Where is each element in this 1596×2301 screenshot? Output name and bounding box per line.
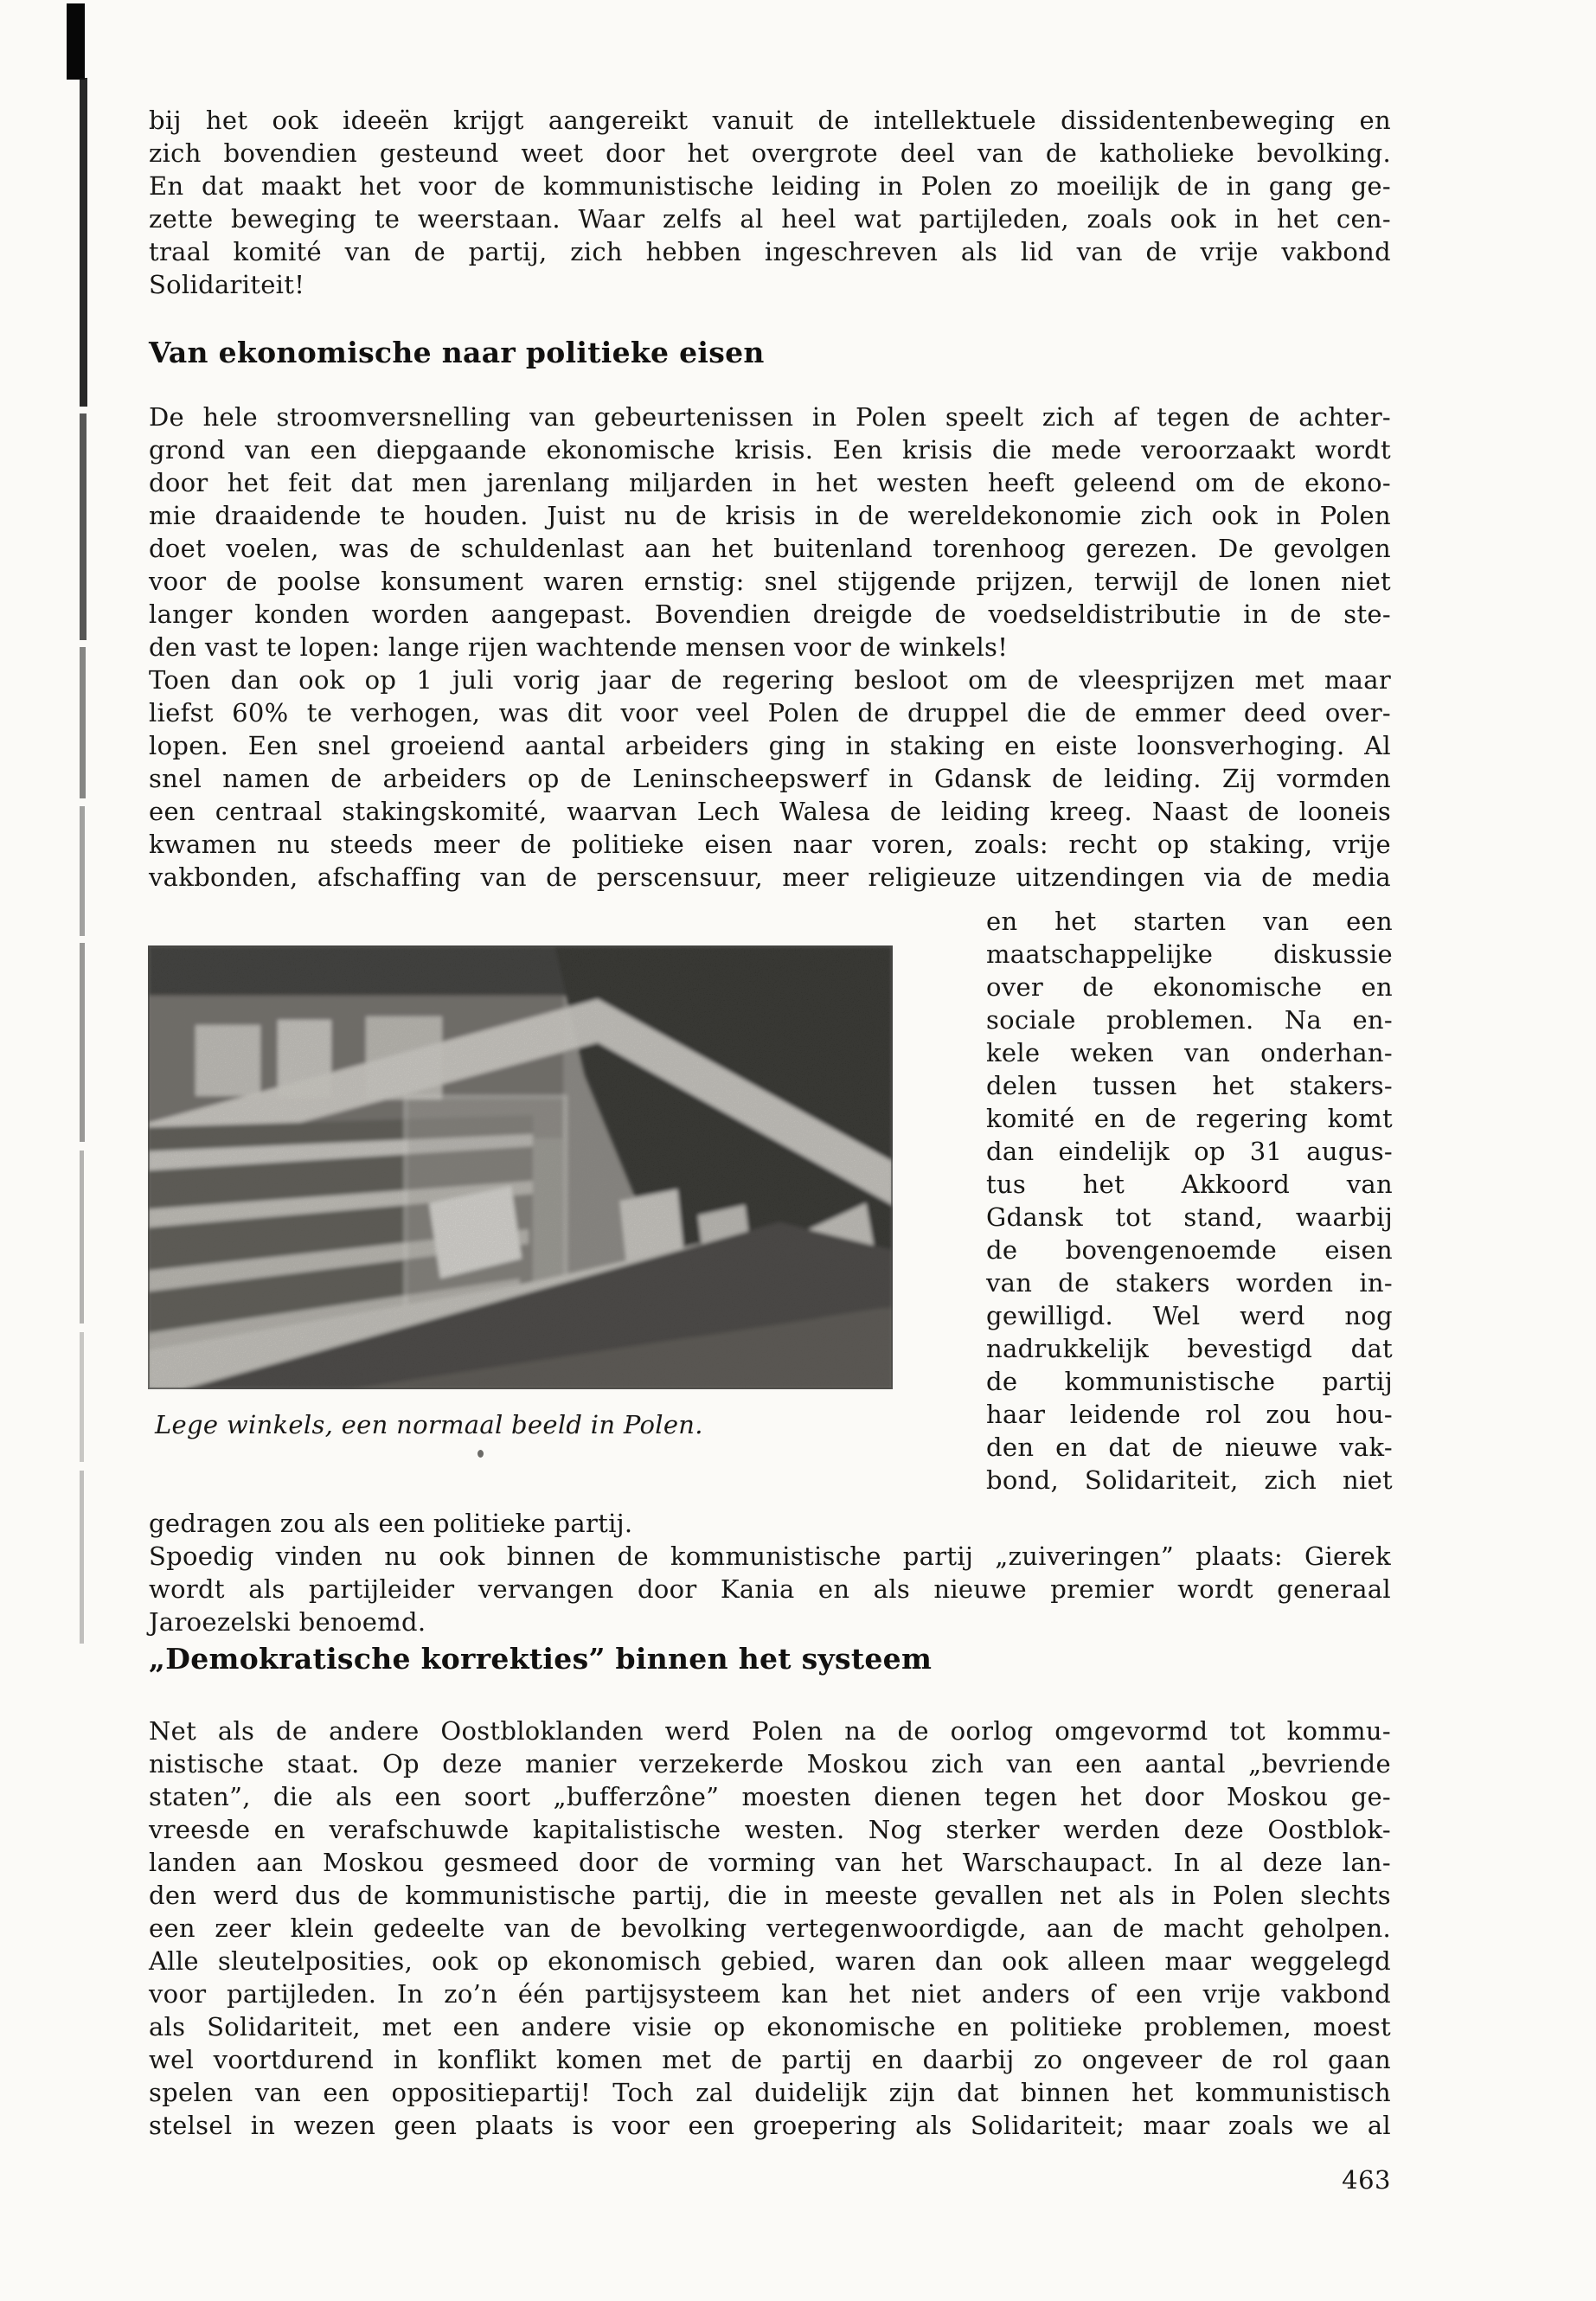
section1-heading: Van ekonomische naar politieke eisen [149, 336, 765, 369]
text-line: bij het ook ideeën krijgt aangereikt vanuit de intellektuele dissidentenbeweging en [149, 106, 1391, 135]
text-line: de bovengenoemde eisen [986, 1235, 1393, 1265]
text-line: grond van een diepgaande ekonomische krisis. Een krisis die mede veroorzaakt wordt [149, 435, 1391, 465]
text-line: Gdansk tot stand, waarbij [986, 1202, 1393, 1232]
text-line: als Solidariteit, met een andere visie op ekonomische en politieke problemen, moest [149, 2012, 1391, 2041]
text-line: lopen. Een snel groeiend aantal arbeiders ging in staking en eiste loonsverhoging. Al [149, 731, 1391, 760]
text-line: vakbonden, afschaffing van de perscensuur, meer religieuze uitzendingen via de media [149, 862, 1391, 892]
text-line: den vast te lopen: lange rijen wachtende mensen voor de winkels! [149, 632, 1009, 662]
text-line: nadrukkelijk bevestigd dat [986, 1334, 1393, 1363]
text-line: langer konden worden aangepast. Bovendien dreigde de voedseldistributie in de ste- [149, 599, 1391, 629]
text-line: den werd dus de kommunistische partij, die in meeste gevallen net als in Polen slechts [149, 1881, 1391, 1910]
text-line: over de ekonomische en [986, 972, 1393, 1002]
text-line: Toen dan ook op 1 juli vorig jaar de regering besloot om de vleesprijzen met maar [149, 665, 1391, 695]
empty-shops-photo [148, 945, 893, 1389]
text-line: staten”, die als een soort „bufferzône” moesten dienen tegen het door Moskou ge- [149, 1782, 1391, 1811]
text-line: wordt als partijleider vervangen door Kania en als nieuwe premier wordt generaal [149, 1574, 1391, 1604]
text-line: zette beweging te weerstaan. Waar zelfs al heel wat partijleden, zoals ook in het cen- [149, 204, 1391, 234]
text-line: bond, Solidariteit, zich niet [986, 1465, 1393, 1495]
text-line: komité en de regering komt [986, 1104, 1393, 1133]
text-line: vreesde en verafschuwde kapitalistische westen. Nog sterker werden deze Oostblok- [149, 1815, 1391, 1844]
text-line: maatschappelijke diskussie [986, 939, 1393, 969]
text-line: en het starten van een [986, 907, 1393, 936]
text-line: liefst 60% te verhogen, was dit voor veel Polen de druppel die de emmer deed over- [149, 698, 1391, 727]
text-line: snel namen de arbeiders op de Leninscheepswerf in Gdansk de leiding. Zij vormden [149, 764, 1391, 793]
text-line: den en dat de nieuwe vak- [986, 1433, 1393, 1462]
scan-spine-artifact [80, 1150, 84, 1324]
text-line: nistische staat. Op deze manier verzekerde Moskou zich van een aantal „bevriende [149, 1749, 1391, 1779]
scan-spine-artifact [80, 1471, 84, 1644]
intro-paragraph [149, 104, 1391, 301]
text-line: doet voelen, was de schuldenlast aan het buitenland torenhoog gerezen. De gevolgen [149, 534, 1391, 563]
text-line: Solidariteit! [149, 270, 305, 299]
scan-spine-artifact [80, 943, 85, 1142]
section1-paragraph-3 [149, 1540, 1391, 1638]
section1-paragraph-1 [149, 401, 1391, 663]
scan-spine-artifact [80, 1332, 84, 1462]
scan-spine-artifact [80, 806, 85, 936]
text-line: traal komité van de partij, zich hebben ingeschreven als lid van de vrije vakbond [149, 237, 1391, 266]
scan-spine-artifact [80, 413, 87, 640]
text-line: haar leidende rol zou hou- [986, 1400, 1393, 1429]
text-line: stelsel in wezen geen plaats is voor een groepering als Solidariteit; maar zoals we al [149, 2111, 1391, 2140]
text-line: zich bovendien gesteund weet door het overgrote deel van de katholieke bevolking. [149, 138, 1391, 168]
section1-paragraph-end [149, 1507, 1391, 1540]
empty-shops-photo-graphic [148, 945, 893, 1389]
text-line: een zeer klein gedeelte van de bevolking vertegenwoordigde, aan de macht geholpen. [149, 1913, 1391, 1943]
scan-spine-artifact [80, 78, 87, 407]
section1-column-text [986, 905, 1393, 1497]
scan-speck [478, 1450, 484, 1458]
text-line: De hele stroomversnelling van gebeurtenissen in Polen speelt zich af tegen de achter- [149, 402, 1391, 432]
text-line: wel voortdurend in konflikt komen met de partij en daarbij zo ongeveer de rol gaan [149, 2045, 1391, 2074]
text-line: dan eindelijk op 31 augus- [986, 1137, 1393, 1166]
section2-heading: „Demokratische korrekties” binnen het systeem [149, 1642, 933, 1676]
text-line: voor de poolse konsument waren ernstig: snel stijgende prijzen, terwijl de lonen niet [149, 567, 1391, 596]
text-line: Alle sleutelposities, ook op ekonomisch gebied, waren dan ook alleen maar weggelegd [149, 1946, 1391, 1976]
text-line: de kommunistische partij [986, 1367, 1393, 1396]
photo-caption: Lege winkels, een normaal beeld in Polen. [155, 1410, 703, 1439]
text-line: spelen van een oppositiepartij! Toch zal duidelijk zijn dat binnen het kommunistisch [149, 2078, 1391, 2107]
text-line: En dat maakt het voor de kommunistische leiding in Polen zo moeilijk de in gang ge- [149, 171, 1391, 201]
text-line: kele weken van onderhan- [986, 1038, 1393, 1067]
text-line: Net als de andere Oostbloklanden werd Polen na de oorlog omgevormd tot kommu- [149, 1716, 1391, 1746]
text-line: van de stakers worden in- [986, 1268, 1393, 1298]
scan-spine-artifact-top [67, 3, 85, 80]
text-line: Spoedig vinden nu ook binnen de kommunistische partij „zuiveringen” plaats: Gierek [149, 1541, 1391, 1571]
page-number: 463 [1342, 2165, 1391, 2195]
text-line: landen aan Moskou gesmeed door de vorming van het Warschaupact. In al deze lan- [149, 1848, 1391, 1877]
text-line: een centraal stakingskomité, waarvan Lech Walesa de leiding kreeg. Naast de looneis [149, 797, 1391, 826]
section1-paragraph-2 [149, 663, 1391, 894]
text-line: door het feit dat men jarenlang miljarden in het westen heeft geleend om de ekono- [149, 468, 1391, 497]
text-line: mie draaidende te houden. Juist nu de krisis in de wereldekonomie zich ook in Polen [149, 501, 1391, 530]
section2-paragraph [149, 1715, 1391, 2142]
text-line: gewilligd. Wel werd nog [986, 1301, 1393, 1330]
text-line: gedragen zou als een politieke partij. [149, 1509, 633, 1538]
text-line: voor partijleden. In zo’n één partijsysteem kan het niet anders of een vrije vakbond [149, 1979, 1391, 2009]
text-line: delen tussen het stakers- [986, 1071, 1393, 1100]
text-line: tus het Akkoord van [986, 1170, 1393, 1199]
text-line: Jaroezelski benoemd. [149, 1607, 426, 1637]
text-line: kwamen nu steeds meer de politieke eisen naar voren, zoals: recht op staking, vrije [149, 830, 1391, 859]
text-line: sociale problemen. Na en- [986, 1005, 1393, 1035]
scan-spine-artifact [80, 647, 86, 798]
